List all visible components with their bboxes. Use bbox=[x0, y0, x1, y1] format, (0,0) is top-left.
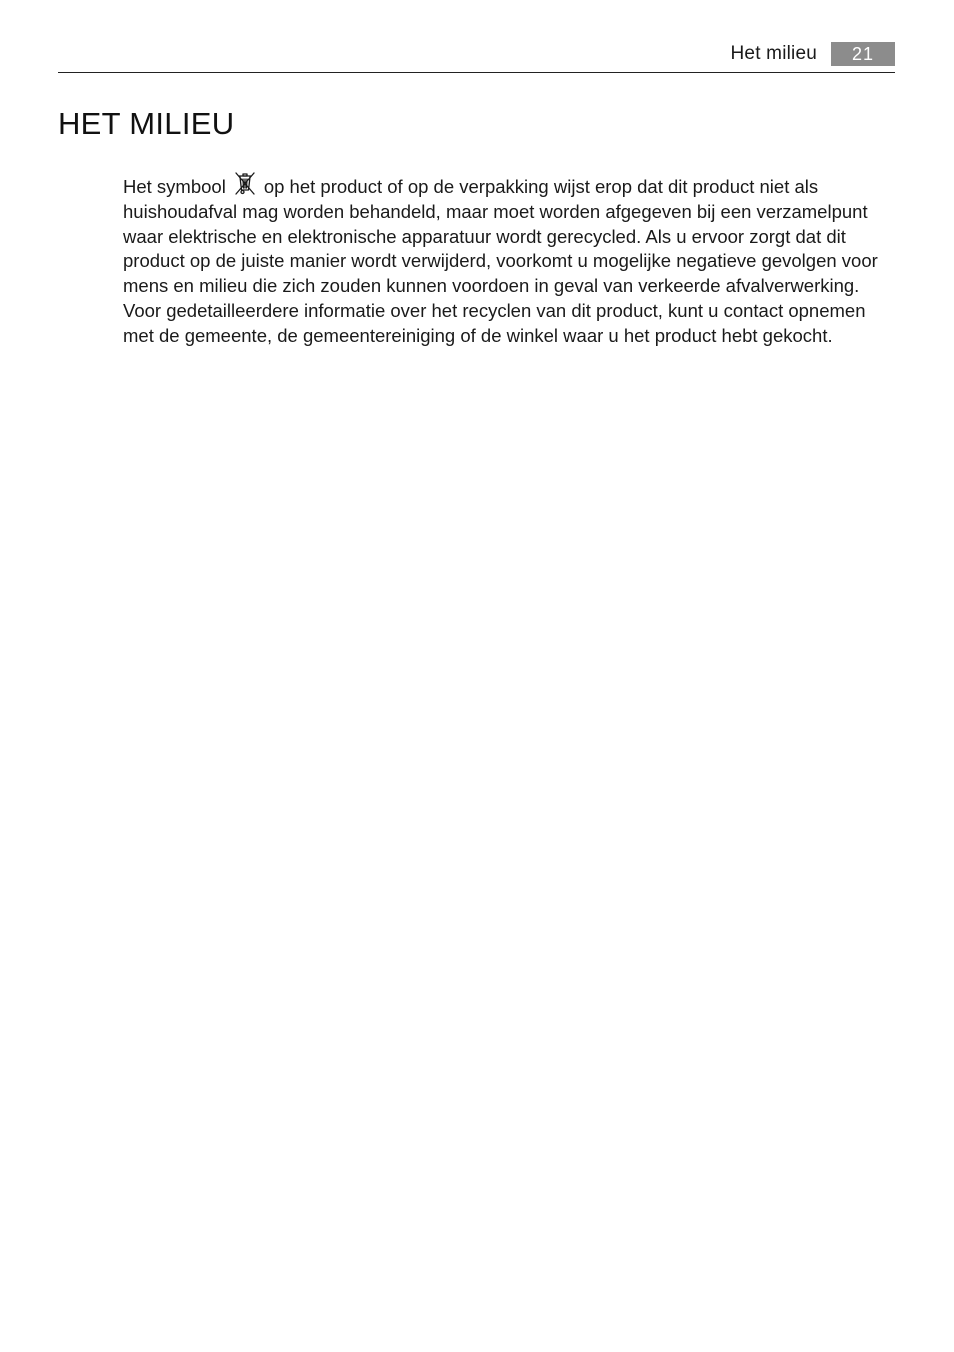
header-section-title: Het milieu bbox=[730, 43, 817, 64]
page-header bbox=[58, 40, 895, 73]
body-paragraph bbox=[123, 172, 891, 349]
page-title: HET MILIEU bbox=[58, 106, 235, 141]
page-number-badge: 21 bbox=[831, 42, 895, 66]
crossed-out-wheelie-bin-icon bbox=[232, 172, 258, 196]
paragraph-lead-text: Het symbool bbox=[123, 176, 226, 197]
paragraph-body-text: op het product of op de verpakking wijst erop dat dit product niet als huishoudafval mag worden behandeld, maar moet worden afgegeven bij een verzamelpunt waar elektrische en elektronische apparatuur wordt gerecycled. Als u ervoor zorgt dat dit product op de juiste manier wordt verwijderd, voorkomt u mogelijke negatieve gevolgen voor mens en milieu die zich zouden kunnen voordoen in geval van verkeerde afvalverwerking. Voor gedetailleerdere informatie over het recyclen van dit product, kunt u contact opnemen met de gemeente, de gemeentereiniging of de winkel waar u het product hebt gekocht. bbox=[123, 176, 878, 346]
